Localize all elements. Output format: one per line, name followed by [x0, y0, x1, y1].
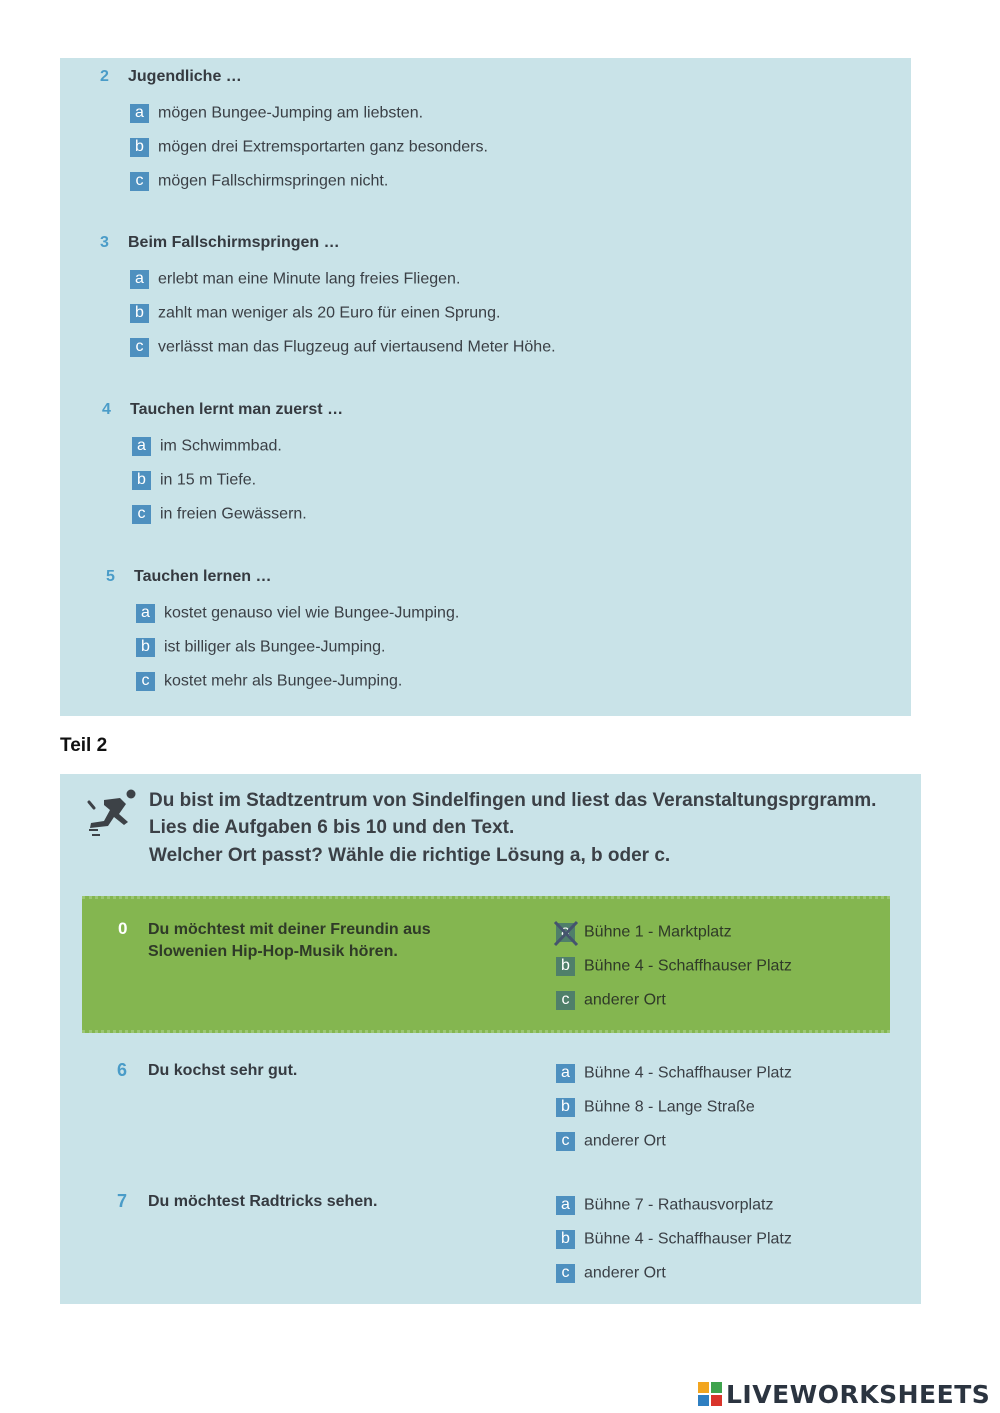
option-text: kostet genauso viel wie Bungee-Jumping. [164, 604, 460, 622]
option-text: anderer Ort [584, 1264, 666, 1282]
option-letter: a [130, 104, 149, 123]
cross-mark-icon [552, 918, 580, 948]
option-letter [556, 923, 575, 942]
option-letter: b [132, 471, 151, 490]
option-c[interactable] [556, 1264, 666, 1283]
question-title: Tauchen lernt man zuerst … [130, 401, 344, 418]
option-text: anderer Ort [584, 1132, 666, 1150]
example-text-line-2: Slowenien Hip-Hop-Musik hören. [148, 943, 398, 960]
question-number: 5 [106, 568, 115, 585]
question-title: Beim Fallschirmspringen … [128, 234, 340, 251]
liveworksheets-logo-icon [698, 1382, 722, 1406]
option-text: Bühne 4 - Schaffhauser Platz [584, 957, 792, 975]
option-letter: c [556, 991, 575, 1010]
option-text: erlebt man eine Minute lang freies Fliegen. [158, 270, 461, 288]
option-letter: c [130, 172, 149, 191]
instruction-line-2: Lies die Aufgaben 6 bis 10 und den Text. [149, 817, 515, 838]
question-number: 3 [100, 234, 109, 251]
option-b[interactable] [556, 1098, 755, 1117]
option-text: ist billiger als Bungee-Jumping. [164, 638, 386, 656]
option-letter: a [556, 1196, 575, 1215]
option-a[interactable] [130, 104, 423, 124]
option-c[interactable] [130, 172, 388, 192]
example-text-line-1: Du möchtest mit deiner Freundin aus [148, 921, 431, 938]
teil1-panel [60, 58, 911, 716]
option-text: in freien Gewässern. [160, 505, 307, 523]
option-text: Bühne 4 - Schaffhauser Platz [584, 1064, 792, 1082]
option-a[interactable] [556, 1196, 773, 1215]
option-a[interactable] [132, 437, 282, 457]
option-letter: b [556, 1098, 575, 1117]
option-letter: b [130, 138, 149, 157]
runner-icon [86, 788, 138, 838]
option-letter: a [556, 1064, 575, 1083]
question-number: 4 [102, 401, 111, 418]
option-b[interactable] [136, 638, 385, 658]
option-b[interactable] [132, 471, 256, 491]
liveworksheets-watermark [698, 1378, 990, 1410]
option-text: mögen drei Extremsportarten ganz besonders. [158, 138, 488, 156]
question-number: 6 [117, 1060, 128, 1080]
option-letter: b [556, 1230, 575, 1249]
example-option-a[interactable] [556, 923, 732, 942]
option-text: Bühne 8 - Lange Straße [584, 1098, 755, 1116]
question-title: Du möchtest Radtricks sehen. [148, 1193, 378, 1210]
option-text: mögen Fallschirmspringen nicht. [158, 172, 389, 190]
option-text: in 15 m Tiefe. [160, 471, 257, 489]
option-a[interactable] [136, 604, 459, 624]
instruction-line-3: Welcher Ort passt? Wähle die richtige Lösung a, b oder c. [149, 845, 671, 866]
option-letter: b [130, 304, 149, 323]
option-b[interactable] [556, 1230, 792, 1249]
option-text: im Schwimmbad. [160, 437, 282, 455]
option-text: kostet mehr als Bungee-Jumping. [164, 672, 403, 690]
question-number: 7 [117, 1191, 128, 1211]
option-text: mögen Bungee-Jumping am liebsten. [158, 104, 424, 122]
option-letter: a [130, 270, 149, 289]
question-title: Tauchen lernen … [134, 568, 272, 585]
option-text: Bühne 4 - Schaffhauser Platz [584, 1230, 792, 1248]
option-letter: c [556, 1132, 575, 1151]
example-option-c[interactable] [556, 991, 666, 1010]
option-a[interactable] [556, 1064, 792, 1083]
option-letter: c [132, 505, 151, 524]
option-letter: c [130, 338, 149, 357]
option-letter: a [136, 604, 155, 623]
example-option-b[interactable] [556, 957, 792, 976]
watermark-text: LIVEWORKSHEETS [726, 1379, 991, 1409]
option-text: Bühne 7 - Rathausvorplatz [584, 1196, 774, 1214]
question-title: Jugendliche … [128, 68, 242, 85]
option-text: zahlt man weniger als 20 Euro für einen Sprung. [158, 304, 501, 322]
example-box [82, 896, 890, 1033]
option-text: Bühne 1 - Marktplatz [584, 923, 732, 941]
section-heading: Teil 2 [60, 735, 108, 756]
instruction-line-1: Du bist im Stadtzentrum von Sindelfingen und liest das Veranstaltungsprgramm. [149, 790, 877, 811]
option-c[interactable] [130, 338, 556, 358]
question-title: Du kochst sehr gut. [148, 1062, 298, 1079]
example-number: 0 [118, 919, 128, 938]
option-letter: a [132, 437, 151, 456]
option-a[interactable] [130, 270, 460, 290]
option-letter: b [136, 638, 155, 657]
option-text: verlässt man das Flugzeug auf viertausend Meter Höhe. [158, 338, 556, 356]
option-letter: b [556, 957, 575, 976]
option-c[interactable] [136, 672, 402, 692]
option-text: anderer Ort [584, 991, 666, 1009]
option-b[interactable] [130, 304, 500, 324]
question-number: 2 [100, 68, 109, 85]
option-letter: c [556, 1264, 575, 1283]
option-c[interactable] [556, 1132, 666, 1151]
option-c[interactable] [132, 505, 307, 525]
option-letter: c [136, 672, 155, 691]
option-b[interactable] [130, 138, 488, 158]
